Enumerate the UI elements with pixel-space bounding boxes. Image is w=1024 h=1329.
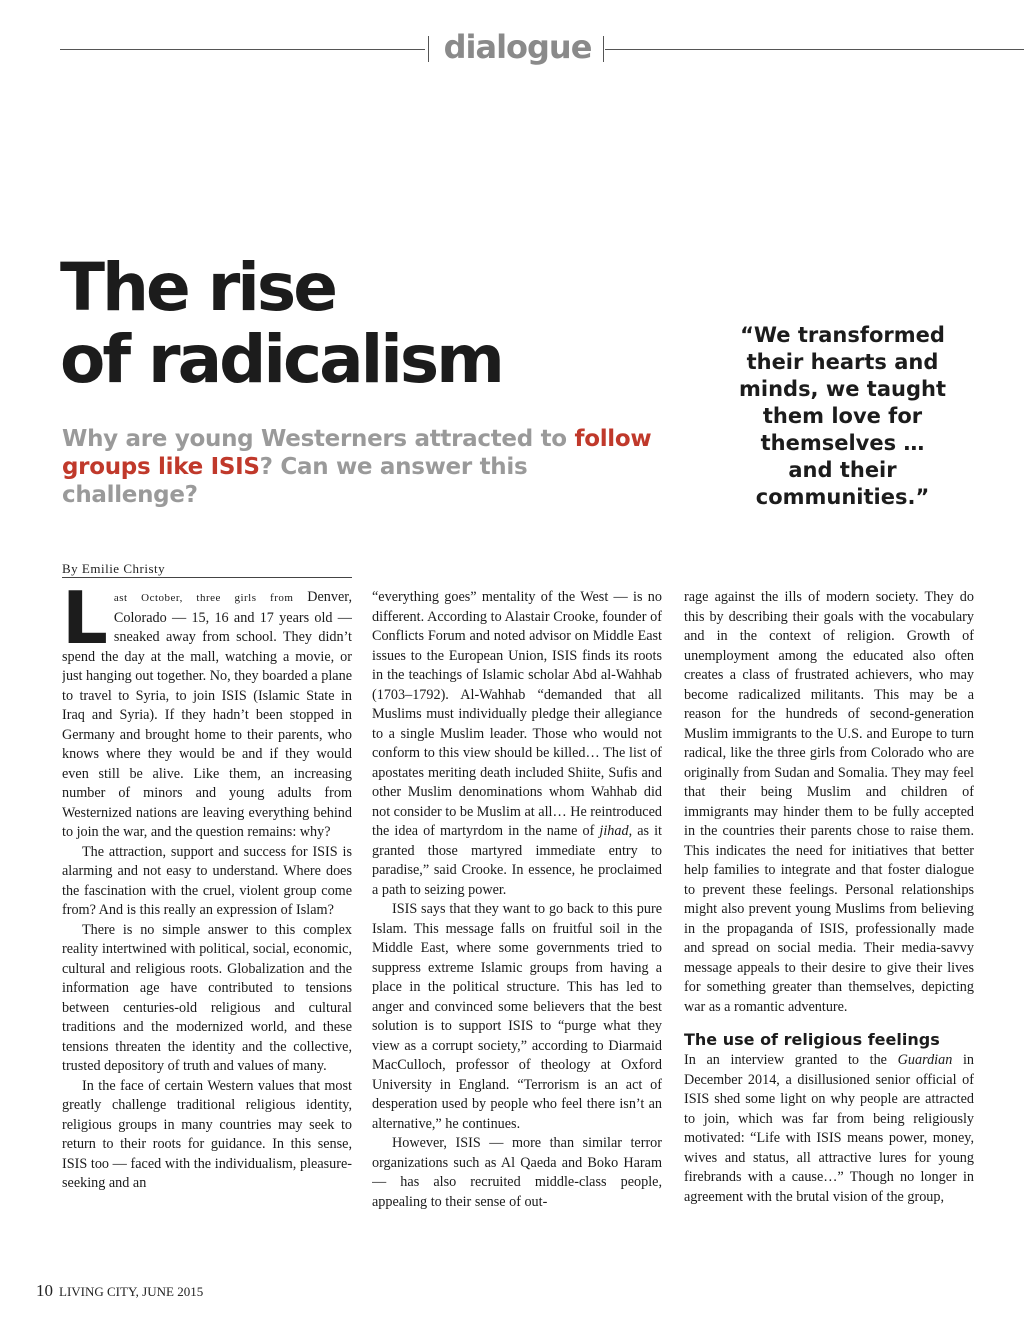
deck-highlight: follow groups like ISIS — [62, 426, 652, 480]
header-tick-right — [603, 36, 604, 62]
byline-rule — [62, 577, 352, 578]
article-column-3 — [684, 588, 974, 1271]
article-paragraph: In the face of certain Western values that most greatly challenge traditional religious identity, religious groups in many countries may seek to return to their roots for guidance. In this sense, ISIS too — faced with the individualism, pleasure-seeking and an — [62, 1077, 352, 1191]
article-paragraph: rage against the ills of modern society. They do this by describing their goals with the vocabulary and in the context of religion. Growth of unemployment among the educated also often creates a class of frustrated achievers, who may become radicalized militants. This may be a reason for the hundreds of second-generation Muslim immigrants to the U.S. and Europe to turn radical, like the three girls from Colorado who are originally from Sudan and Somalia. They may feel that their being Muslim and children of immigrants may hinder them to be fully accepted in the countries their parents chose to raise them. This indicates the need for initiatives that better help families to integrate and that foster dialogue to prevent these feelings. Personal relationships might also prevent young Muslims from believing in the propaganda of ISIS, professionally made and spread on social media. Their media-savvy message appeals to their desire to give their lives for something greater than themselves, depicting war as a romantic adventure. — [684, 589, 974, 1015]
lead-in-smallcaps: ast October, three girls from — [113, 592, 294, 604]
article-paragraph: However, ISIS — more than similar terror organizations such as Al Qaeda and Boko Haram — has also recruited middle-class people, appealing to their sense of out- — [372, 1135, 662, 1210]
subheading: The use of religious feelings — [684, 1030, 940, 1049]
article-paragraph — [684, 1051, 974, 1207]
deck-text-after: ? Can we answer this challenge? — [62, 454, 528, 508]
article-paragraph: ISIS says that they want to go back to this pure Islam. This message falls on fruitful soil in the Middle East, where some governments tried to suppress extreme Islamic groups from having a place in the political structure. This has led to anger and convinced some believers that the best solution is to support ISIS to “purge what they view as a corrupt society,” according to Diarmaid MacCulloch, professor of theology at Oxford University in England. “Terrorism is an act of desperation used by people who feel there isn’t an alternative,” he continues. — [372, 901, 662, 1132]
header-rule-right — [605, 49, 1024, 50]
section-header — [60, 30, 1024, 70]
article-paragraph: The attraction, support and success for ISIS is alarming and not easy to understand. Where does the fascination with the cruel, violent group come from? And is this really an expression of Islam? — [62, 843, 352, 918]
emphasis-guardian: Guardian — [897, 1052, 953, 1068]
section-label: dialogue — [443, 28, 592, 66]
headline — [60, 249, 700, 398]
article-paragraph — [372, 588, 662, 900]
paragraph-text: in December 2014, a disillusioned senior official of ISIS shed some light on why people are attracted to join, which was far from being religiously motivated: “Life with ISIS means power, money, wives and status, all attractive lures for young firebrands with a cause…” Though no longer in agreement with the brutal vision of the group, — [684, 1052, 974, 1205]
emphasis-jihad: jihad — [599, 823, 629, 839]
lead-paragraph-text: Denver, Colorado — 15, 16 and 17 years old — sneaked away from school. They didn’t spend the day at the mall, watching a movie, or just hanging out together. No, they boarded a plane to travel to Syria, to join ISIS (Islamic State in Iraq and Syria). If they hadn’t been stopped in Germany and brought home to their parents, who knows where they would be and if they would even still be alive. Like them, an increasing number of minors and young adults from Westernized nations are leaving everything behind to join the war, and the question remains: why? — [62, 589, 352, 840]
page-number: 10 — [36, 1281, 53, 1300]
paragraph-text: In an interview granted to the — [684, 1052, 898, 1068]
publication-info: LIVING CITY, JUNE 2015 — [59, 1284, 204, 1299]
article-column-2 — [372, 588, 662, 1271]
byline: By Emilie Christy — [62, 561, 166, 576]
paragraph-text: , as it granted those martyred immediate entry to paradise,” said Crooke. In essence, he proclaimed a path to seizing power. — [372, 823, 662, 898]
article-column-1 — [62, 588, 352, 1271]
headline-line-2: of radicalism — [60, 321, 502, 398]
page-footer — [36, 1281, 203, 1301]
article-paragraph: There is no simple answer to this complex reality intertwined with political, social, economic, cultural and religious roots. Globalization and the information age have contributed to tensions between centuries-old religious and cultural traditions and the modernized world, and these tensions threaten the identity and the collective, trusted depository of truth and values of many. — [62, 921, 352, 1074]
paragraph-text: “everything goes” mentality of the West — is no different. According to Alastair Crooke, founder of Conflicts Forum and noted advisor on Middle East issues to the European Union, ISIS finds its roots in the teachings of Islamic scholar Abd al-Wahhab (1703–1792). Al-Wahhab “demanded that all Muslims must individually pledge their allegiance to a single Muslim leader. Those who would not conform to this view should be killed… The list of apostates meriting death included Shiite, Sufis and other Muslim denominations whom Wahhab did not consider to be Muslim at all… He reintroduced the idea of martyrdom in the name of — [372, 589, 662, 839]
header-rule-left — [60, 49, 425, 50]
pull-quote: “We transformed their hearts and minds, we taught them love for themselves … and their communities.” — [739, 323, 946, 509]
header-tick-left — [428, 36, 429, 62]
deck-text-before: Why are young Westerners attracted to — [62, 426, 575, 452]
article-paragraph — [62, 588, 352, 843]
headline-line-1: The rise — [60, 249, 335, 326]
drop-cap: L — [62, 588, 108, 660]
deck — [62, 425, 662, 509]
